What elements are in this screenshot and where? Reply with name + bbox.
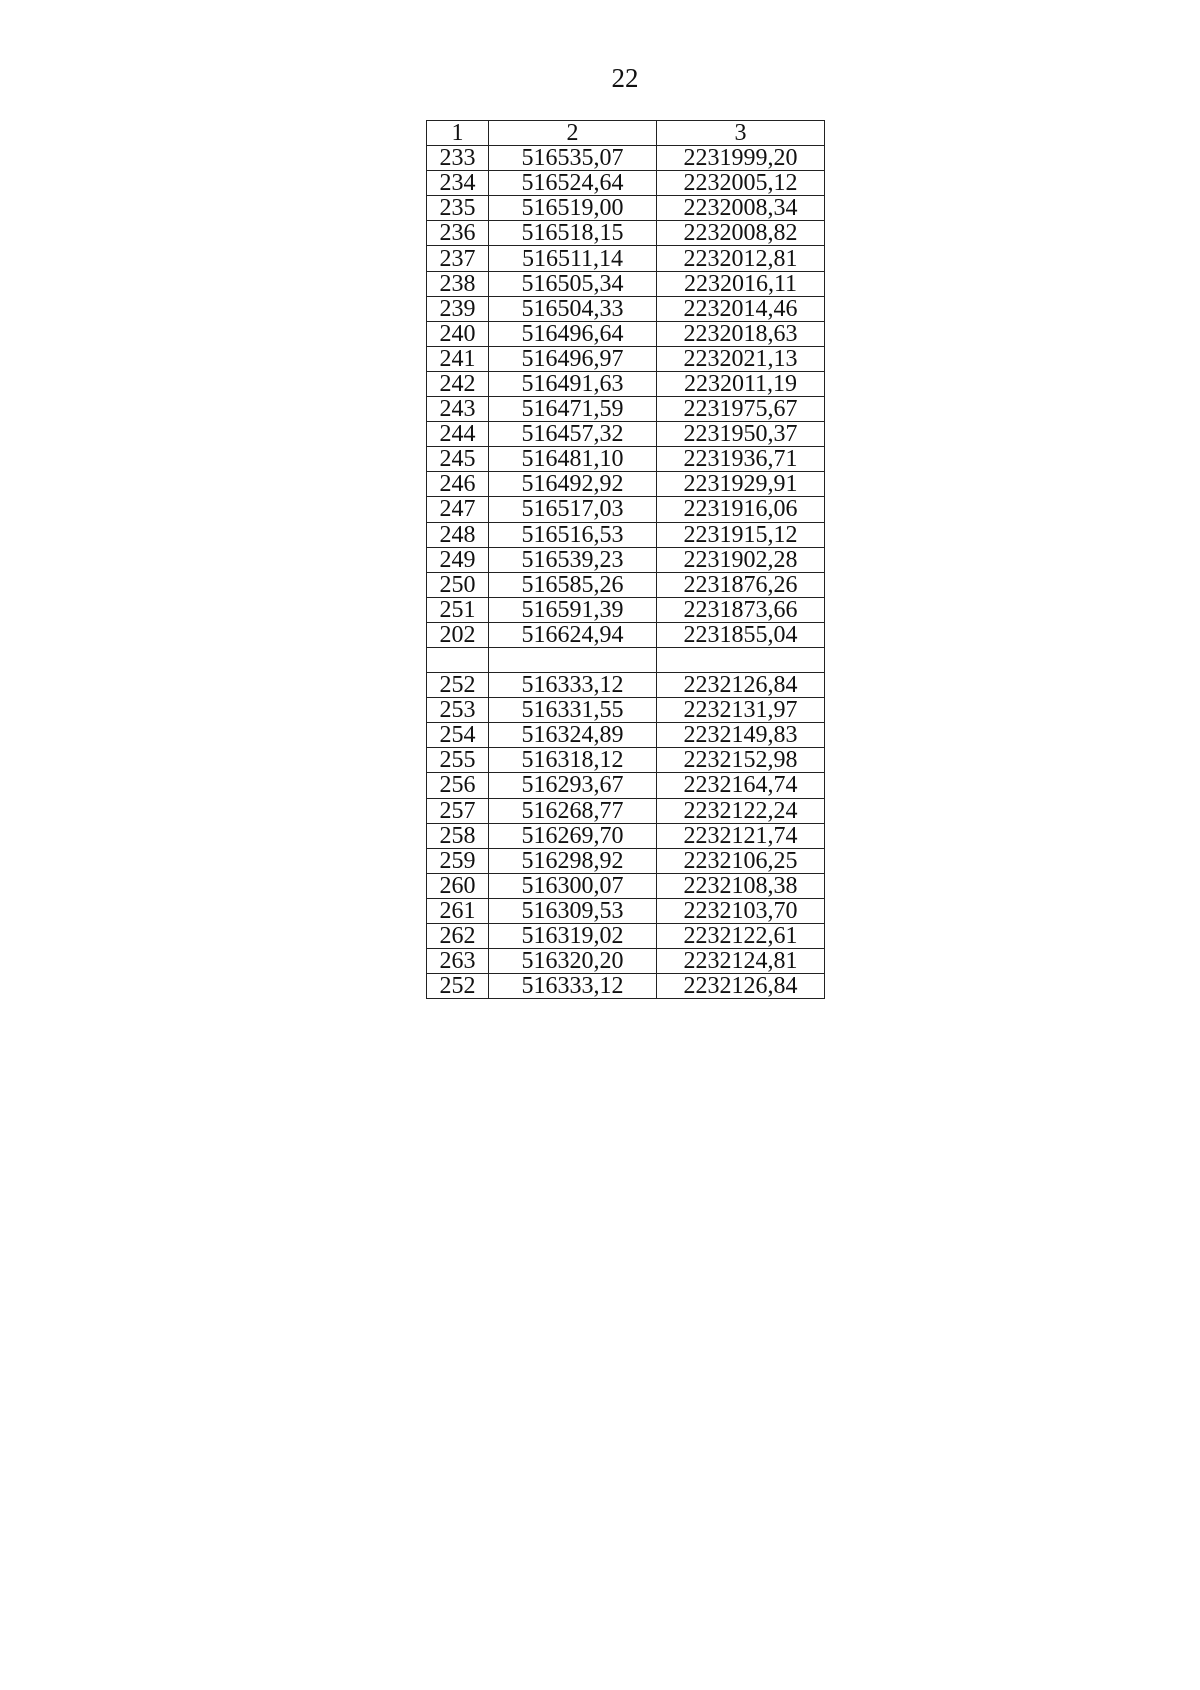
- column-header-x: 2: [489, 121, 657, 146]
- y-coordinate-cell: 2232121,74: [657, 823, 825, 848]
- point-number-cell: 242: [427, 371, 489, 396]
- point-number-cell: 255: [427, 748, 489, 773]
- x-coordinate-cell: 516518,15: [489, 221, 657, 246]
- y-coordinate-cell: 2232008,34: [657, 196, 825, 221]
- x-coordinate-cell: 516300,07: [489, 873, 657, 898]
- table-row: [427, 748, 825, 773]
- y-coordinate-cell: 2232126,84: [657, 974, 825, 999]
- table-row: [427, 371, 825, 396]
- table-row: [427, 472, 825, 497]
- x-coordinate-cell: 516524,64: [489, 171, 657, 196]
- x-coordinate-cell: 516535,07: [489, 146, 657, 171]
- table-row: [427, 698, 825, 723]
- x-coordinate-cell: 516309,53: [489, 898, 657, 923]
- y-coordinate-cell: 2232124,81: [657, 949, 825, 974]
- y-coordinate-cell: 2232103,70: [657, 898, 825, 923]
- y-coordinate-cell: 2232005,12: [657, 171, 825, 196]
- point-number-cell: 236: [427, 221, 489, 246]
- x-coordinate-cell: 516324,89: [489, 723, 657, 748]
- page-number: 22: [611, 63, 639, 93]
- point-number-cell: 241: [427, 346, 489, 371]
- y-coordinate-cell: 2232131,97: [657, 698, 825, 723]
- y-coordinate-cell: 2232021,13: [657, 346, 825, 371]
- table-row: [427, 296, 825, 321]
- point-number-cell: 243: [427, 397, 489, 422]
- point-number-cell: 257: [427, 798, 489, 823]
- table-row: [427, 522, 825, 547]
- table-row: [427, 974, 825, 999]
- point-number-cell: 254: [427, 723, 489, 748]
- point-number-cell: 235: [427, 196, 489, 221]
- table-row: [427, 898, 825, 923]
- table-row: [427, 146, 825, 171]
- y-coordinate-cell: 2232108,38: [657, 873, 825, 898]
- table-row: [427, 221, 825, 246]
- table-row: [427, 848, 825, 873]
- table-row: [427, 422, 825, 447]
- y-coordinate-cell: 2231929,91: [657, 472, 825, 497]
- y-coordinate-cell: 2232164,74: [657, 773, 825, 798]
- x-coordinate-cell: 516333,12: [489, 974, 657, 999]
- coordinates-table: [426, 120, 825, 999]
- table-row: [427, 271, 825, 296]
- table-row: [427, 723, 825, 748]
- table-row: [427, 597, 825, 622]
- x-coordinate-cell: 516517,03: [489, 497, 657, 522]
- table-row: [427, 171, 825, 196]
- table-row: [427, 673, 825, 698]
- point-number-cell: 252: [427, 974, 489, 999]
- column-header-point: 1: [427, 121, 489, 146]
- table-row: [427, 547, 825, 572]
- x-coordinate-cell: 516585,26: [489, 572, 657, 597]
- x-coordinate-cell: 516268,77: [489, 798, 657, 823]
- x-coordinate-cell: 516496,64: [489, 321, 657, 346]
- y-coordinate-cell: 2231975,67: [657, 397, 825, 422]
- x-coordinate-cell: 516539,23: [489, 547, 657, 572]
- y-coordinate-cell: 2231999,20: [657, 146, 825, 171]
- point-number-cell: 247: [427, 497, 489, 522]
- point-number-cell: 251: [427, 597, 489, 622]
- table-header-row: [427, 121, 825, 146]
- table-row: [427, 823, 825, 848]
- point-number-cell: 261: [427, 898, 489, 923]
- y-coordinate-cell: 2231876,26: [657, 572, 825, 597]
- x-coordinate-cell: 516504,33: [489, 296, 657, 321]
- x-coordinate-cell: 516331,55: [489, 698, 657, 723]
- point-number-cell: 262: [427, 924, 489, 949]
- point-number-cell: 258: [427, 823, 489, 848]
- x-coordinate-cell: 516298,92: [489, 848, 657, 873]
- x-coordinate-cell: [489, 647, 657, 672]
- point-number-cell: 250: [427, 572, 489, 597]
- table-row: [427, 196, 825, 221]
- y-coordinate-cell: 2231855,04: [657, 622, 825, 647]
- y-coordinate-cell: 2232012,81: [657, 246, 825, 271]
- table-row: [427, 873, 825, 898]
- point-number-cell: 202: [427, 622, 489, 647]
- x-coordinate-cell: 516516,53: [489, 522, 657, 547]
- table-row: [427, 246, 825, 271]
- y-coordinate-cell: 2232011,19: [657, 371, 825, 396]
- y-coordinate-cell: 2232106,25: [657, 848, 825, 873]
- table-row: [427, 647, 825, 672]
- table-row: [427, 773, 825, 798]
- point-number-cell: 244: [427, 422, 489, 447]
- x-coordinate-cell: 516319,02: [489, 924, 657, 949]
- point-number-cell: 238: [427, 271, 489, 296]
- column-header-y: 3: [657, 121, 825, 146]
- x-coordinate-cell: 516491,63: [489, 371, 657, 396]
- y-coordinate-cell: 2231873,66: [657, 597, 825, 622]
- y-coordinate-cell: 2232149,83: [657, 723, 825, 748]
- point-number-cell: 252: [427, 673, 489, 698]
- x-coordinate-cell: 516505,34: [489, 271, 657, 296]
- y-coordinate-cell: 2231915,12: [657, 522, 825, 547]
- point-number-cell: 259: [427, 848, 489, 873]
- point-number-cell: 253: [427, 698, 489, 723]
- y-coordinate-cell: 2231936,71: [657, 447, 825, 472]
- x-coordinate-cell: 516320,20: [489, 949, 657, 974]
- x-coordinate-cell: 516519,00: [489, 196, 657, 221]
- table-row: [427, 321, 825, 346]
- x-coordinate-cell: 516511,14: [489, 246, 657, 271]
- point-number-cell: 239: [427, 296, 489, 321]
- table-row: [427, 949, 825, 974]
- x-coordinate-cell: 516333,12: [489, 673, 657, 698]
- table-row: [427, 447, 825, 472]
- y-coordinate-cell: 2232152,98: [657, 748, 825, 773]
- x-coordinate-cell: 516481,10: [489, 447, 657, 472]
- x-coordinate-cell: 516624,94: [489, 622, 657, 647]
- table-row: [427, 497, 825, 522]
- y-coordinate-cell: 2231916,06: [657, 497, 825, 522]
- x-coordinate-cell: 516457,32: [489, 422, 657, 447]
- y-coordinate-cell: 2231950,37: [657, 422, 825, 447]
- table-row: [427, 397, 825, 422]
- y-coordinate-cell: 2232016,11: [657, 271, 825, 296]
- x-coordinate-cell: 516269,70: [489, 823, 657, 848]
- x-coordinate-cell: 516318,12: [489, 748, 657, 773]
- point-number-cell: 245: [427, 447, 489, 472]
- y-coordinate-cell: 2232126,84: [657, 673, 825, 698]
- point-number-cell: 263: [427, 949, 489, 974]
- point-number-cell: [427, 647, 489, 672]
- x-coordinate-cell: 516293,67: [489, 773, 657, 798]
- x-coordinate-cell: 516496,97: [489, 346, 657, 371]
- x-coordinate-cell: 516591,39: [489, 597, 657, 622]
- y-coordinate-cell: [657, 647, 825, 672]
- y-coordinate-cell: 2231902,28: [657, 547, 825, 572]
- point-number-cell: 233: [427, 146, 489, 171]
- y-coordinate-cell: 2232122,24: [657, 798, 825, 823]
- y-coordinate-cell: 2232122,61: [657, 924, 825, 949]
- point-number-cell: 256: [427, 773, 489, 798]
- table-row: [427, 572, 825, 597]
- table-row: [427, 622, 825, 647]
- table-row: [427, 798, 825, 823]
- point-number-cell: 240: [427, 321, 489, 346]
- table-row: [427, 924, 825, 949]
- y-coordinate-cell: 2232014,46: [657, 296, 825, 321]
- point-number-cell: 248: [427, 522, 489, 547]
- point-number-cell: 234: [427, 171, 489, 196]
- table-row: [427, 346, 825, 371]
- point-number-cell: 246: [427, 472, 489, 497]
- x-coordinate-cell: 516471,59: [489, 397, 657, 422]
- y-coordinate-cell: 2232018,63: [657, 321, 825, 346]
- point-number-cell: 237: [427, 246, 489, 271]
- y-coordinate-cell: 2232008,82: [657, 221, 825, 246]
- point-number-cell: 249: [427, 547, 489, 572]
- coordinates-table-body: [427, 121, 825, 999]
- x-coordinate-cell: 516492,92: [489, 472, 657, 497]
- point-number-cell: 260: [427, 873, 489, 898]
